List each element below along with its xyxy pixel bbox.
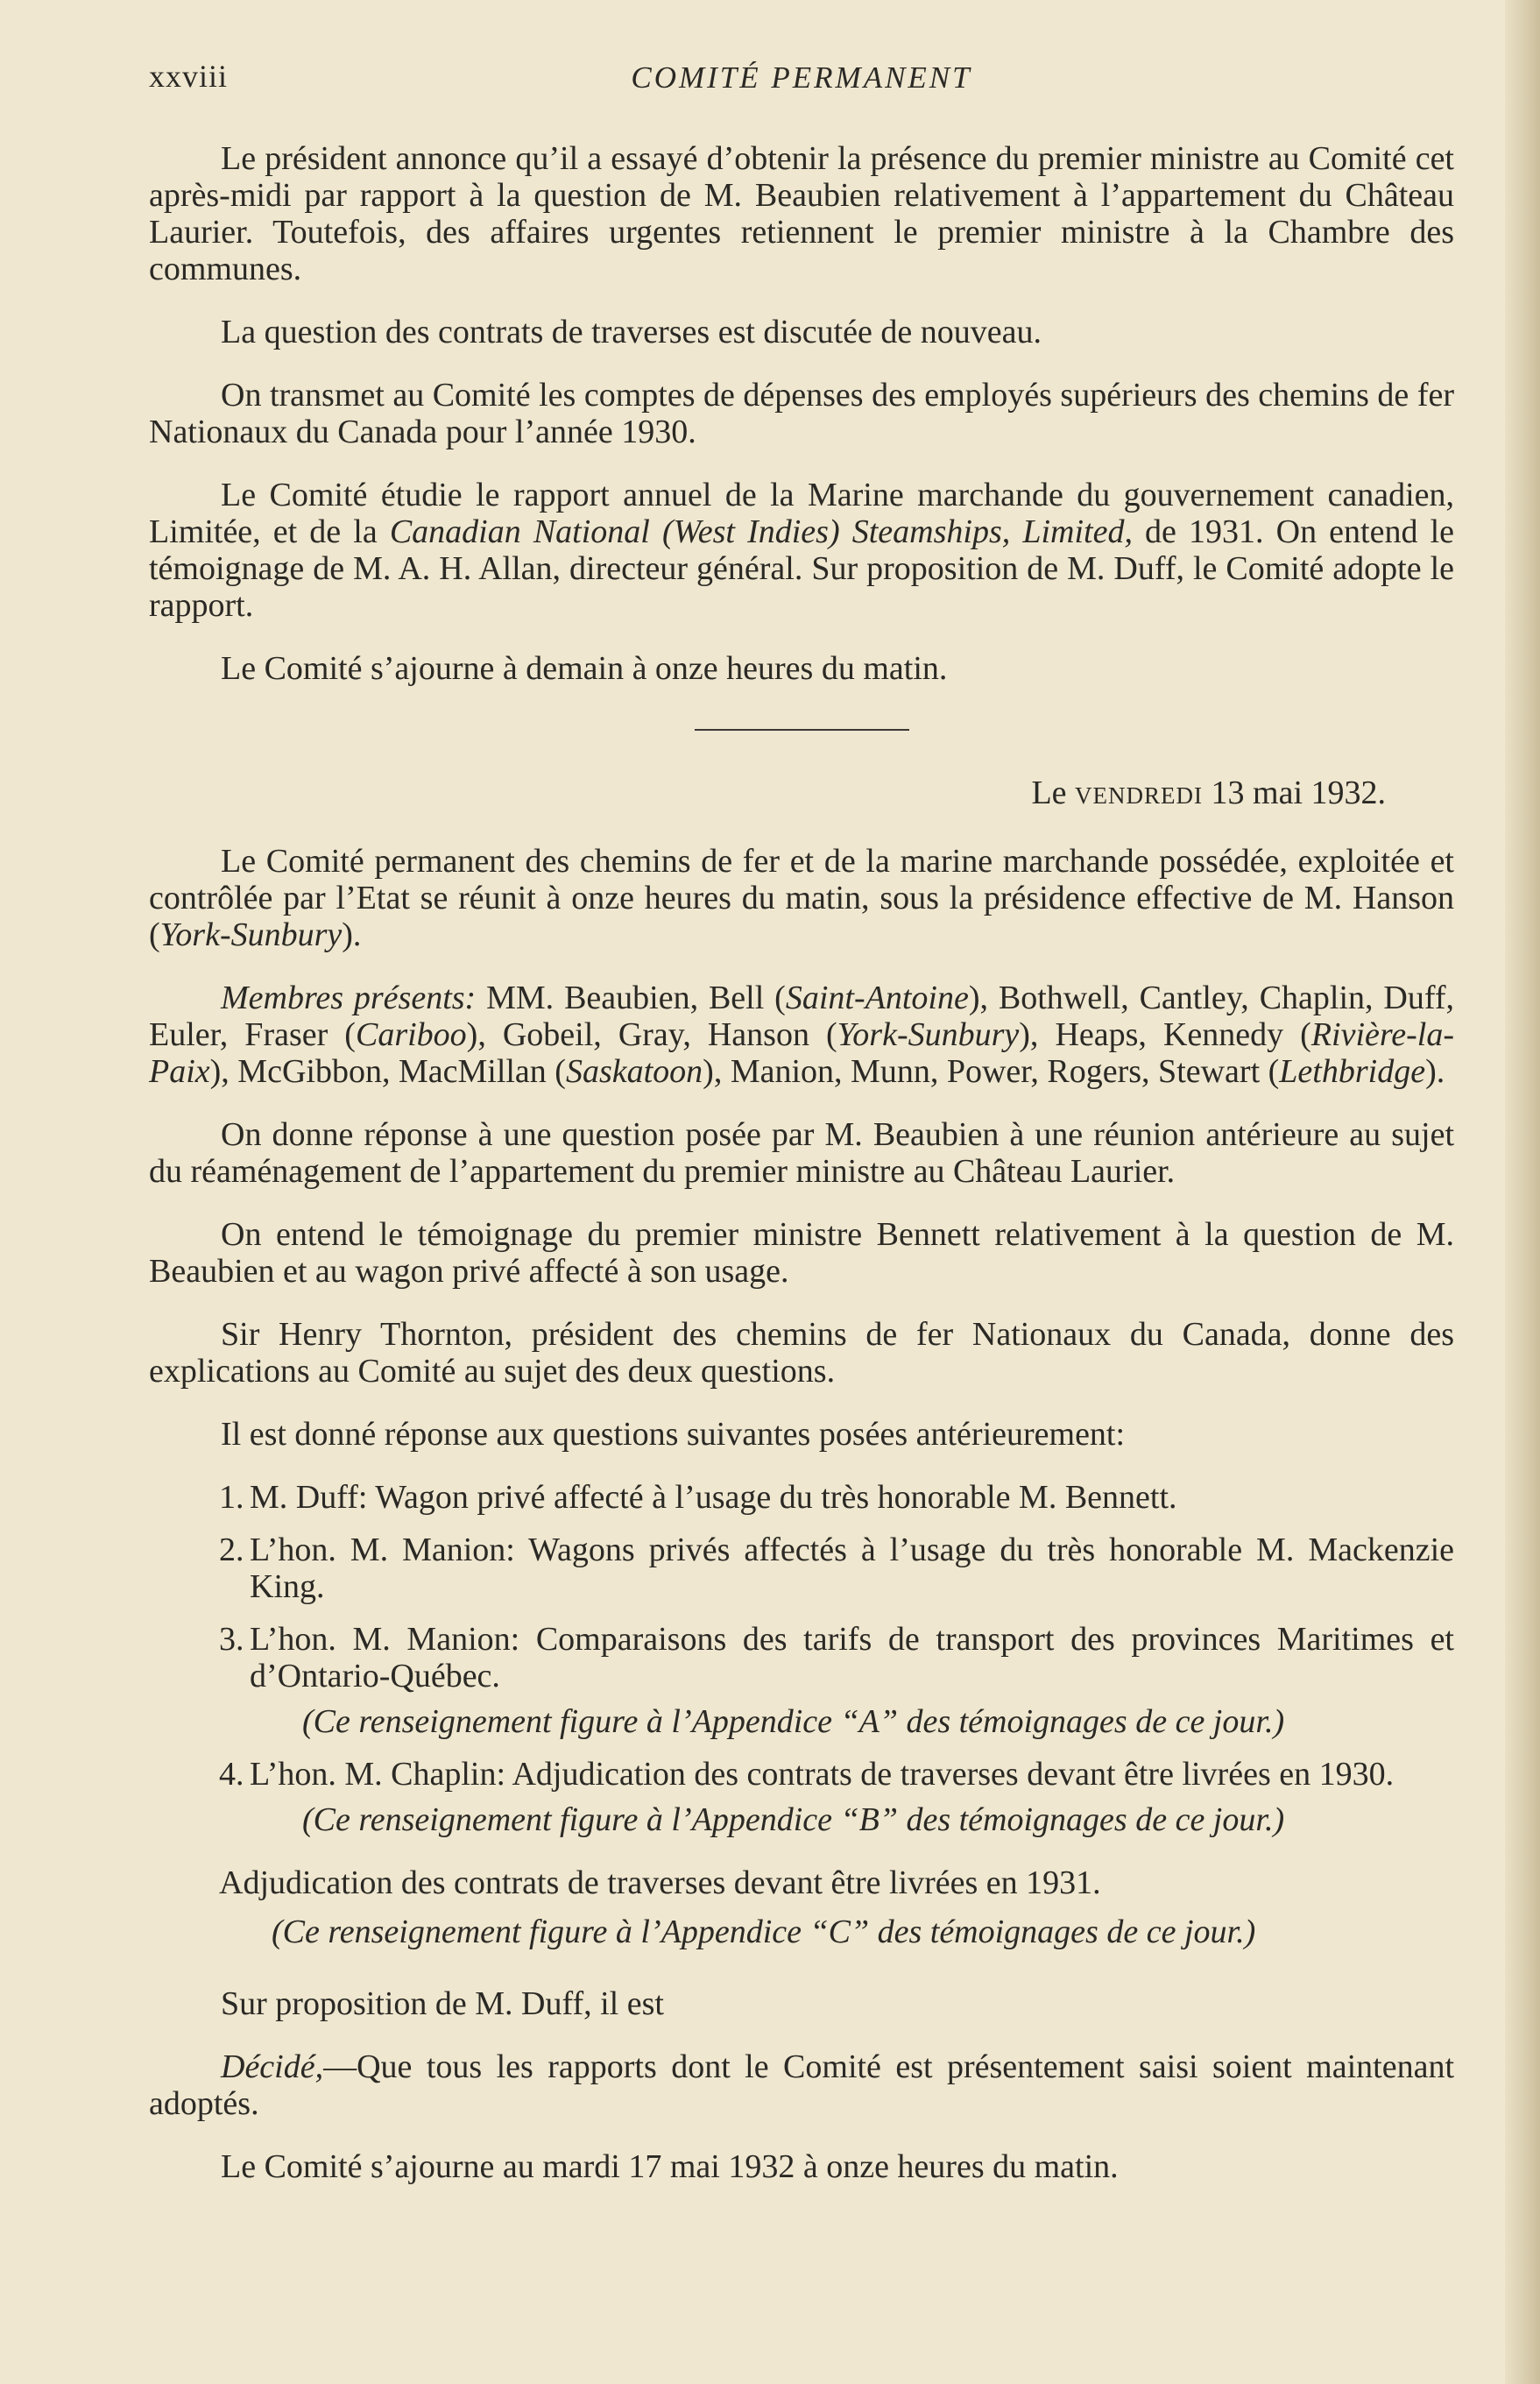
marine-company-name: Canadian National (West Indies) Steamships, Limited, xyxy=(389,513,1133,550)
members-riding: Cariboo xyxy=(355,1016,467,1053)
members-label: Membres présents: xyxy=(221,980,477,1016)
item-text: L’hon. M. Manion: Comparaisons des tarifs de transport des provinces Maritimes et d’Ontario-Québec. xyxy=(250,1621,1454,1694)
list-item xyxy=(149,1756,1454,1838)
session-date xyxy=(149,775,1454,811)
members-text: ), McGibbon, MacMillan ( xyxy=(209,1053,566,1090)
paragraph-president-announcement: Le président annonce qu’il a essayé d’obtenir la présence du premier ministre au Comité cet après-midi par rapport à la question de M. Beaubien relativement à l’appartement du Château Laurier. Toutefois, des affaires urgentes retiennent le premier ministre à la Chambre des communes. xyxy=(149,140,1454,287)
members-riding: Saint-Antoine xyxy=(785,980,969,1016)
paragraph-questions-intro: Il est donné réponse aux questions suivantes posées antérieurement: xyxy=(221,1416,1126,1453)
paragraph-members-present xyxy=(149,980,1454,1090)
decision-text: —Que tous les rapports dont le Comité est présentement saisi soient maintenant adoptés. xyxy=(149,2048,1454,2122)
members-riding: Lethbridge xyxy=(1279,1053,1426,1090)
document-page xyxy=(149,53,1454,2211)
appendix-note: (Ce renseignement figure à l’Appendice “A” des témoignages de ce jour.) xyxy=(302,1703,1285,1740)
members-riding: York-Sunbury xyxy=(837,1016,1020,1053)
item-number: 4. xyxy=(219,1756,244,1793)
page-number: xxviii xyxy=(149,59,229,94)
item-text: M. Duff: Wagon privé affecté à l’usage du très honorable M. Bennett. xyxy=(250,1479,1177,1516)
item-number: 1. xyxy=(219,1479,244,1516)
members-text: MM. Beaubien, Bell ( xyxy=(476,980,786,1016)
paragraph-ties-contracts: La question des contrats de traverses est discutée de nouveau. xyxy=(221,314,1042,350)
paragraph-thornton-explanations: Sir Henry Thornton, président des chemins de fer Nationaux du Canada, donne des explications au Comité au sujet des deux questions. xyxy=(149,1316,1454,1390)
page-header xyxy=(149,53,1454,105)
marine-para-text-a: Le Comité étudie le rapport annuel de la Marine marchande du gouvernement canadien, Limitée, et de la xyxy=(149,477,1454,550)
session-text-b: ). xyxy=(342,916,362,953)
date-rest: 13 mai 1932. xyxy=(1203,775,1386,811)
list-item xyxy=(149,1621,1454,1740)
date-weekday: vendredi xyxy=(1075,775,1204,811)
item-number: 3. xyxy=(219,1621,244,1658)
running-head: COMITÉ PERMANENT xyxy=(631,60,972,95)
session-riding: York-Sunbury xyxy=(159,916,343,953)
members-riding: Rivière-la-Paix xyxy=(149,1016,1454,1090)
members-text: ), Gobeil, Gray, Hanson ( xyxy=(466,1016,837,1053)
book-spine-edge xyxy=(1505,0,1540,2384)
session-text-a: Le Comité permanent des chemins de fer et de la marine marchande possédée, exploitée et contrôlée par l’Etat se réunit à onze heures du matin, sous la présidence effective de M. Hanson ( xyxy=(149,843,1454,953)
members-riding: Saskatoon xyxy=(565,1053,703,1090)
appendix-note: (Ce renseignement figure à l’Appendice “B” des témoignages de ce jour.) xyxy=(302,1801,1285,1838)
members-text: ). xyxy=(1425,1053,1445,1090)
item-text: L’hon. M. Chaplin: Adjudication des contrats de traverses devant être livrées en 1930. xyxy=(250,1756,1395,1793)
item-text: L’hon. M. Manion: Wagons privés affectés à l’usage du très honorable M. Mackenzie King. xyxy=(250,1532,1454,1605)
marine-para-text-b: de 1931. On entend le témoignage de M. A. H. Allan, directeur général. Sur proposition de M. Duff, le Comité adopte le rapport. xyxy=(149,513,1455,624)
item-number: 2. xyxy=(219,1532,244,1568)
paragraph-adjournment-1: Le Comité s’ajourne à demain à onze heures du matin. xyxy=(221,650,948,687)
section-divider xyxy=(695,729,909,731)
extra-item-text: Adjudication des contrats de traverses devant être livrées en 1931. xyxy=(219,1864,1101,1901)
list-item xyxy=(149,1532,1454,1605)
paragraph-expense-accounts: On transmet au Comité les comptes de dépenses des employés supérieurs des chemins de fer Nationaux du Canada pour l’année 1930. xyxy=(149,377,1454,450)
paragraph-proposition: Sur proposition de M. Duff, il est xyxy=(221,1985,664,2022)
paragraph-reply-beaubien: On donne réponse à une question posée par M. Beaubien à une réunion antérieure au sujet du réaménagement de l’appartement du premier ministre au Château Laurier. xyxy=(149,1116,1454,1190)
paragraph-decision xyxy=(149,2048,1454,2122)
decision-label: Décidé, xyxy=(221,2048,324,2085)
paragraph-merchant-marine-report xyxy=(149,477,1454,624)
paragraph-bennett-testimony: On entend le témoignage du premier ministre Bennett relativement à la question de M. Beaubien et au wagon privé affecté à son usage. xyxy=(149,1216,1454,1290)
members-text: ), Manion, Munn, Power, Rogers, Stewart ( xyxy=(703,1053,1280,1090)
questions-list xyxy=(149,1479,1454,1838)
appendix-note: (Ce renseignement figure à l’Appendice “C” des témoignages de ce jour.) xyxy=(272,1914,1256,1950)
paragraph-adjournment-2: Le Comité s’ajourne au mardi 17 mai 1932 à onze heures du matin. xyxy=(221,2148,1119,2185)
date-prefix: Le xyxy=(1031,775,1076,811)
members-text: ), Heaps, Kennedy ( xyxy=(1019,1016,1311,1053)
members-text: ), Bothwell, Cantley, Chaplin, Duff, Euler, Fraser ( xyxy=(149,980,1454,1053)
paragraph-session-opening xyxy=(149,843,1454,953)
list-item xyxy=(149,1479,1454,1516)
